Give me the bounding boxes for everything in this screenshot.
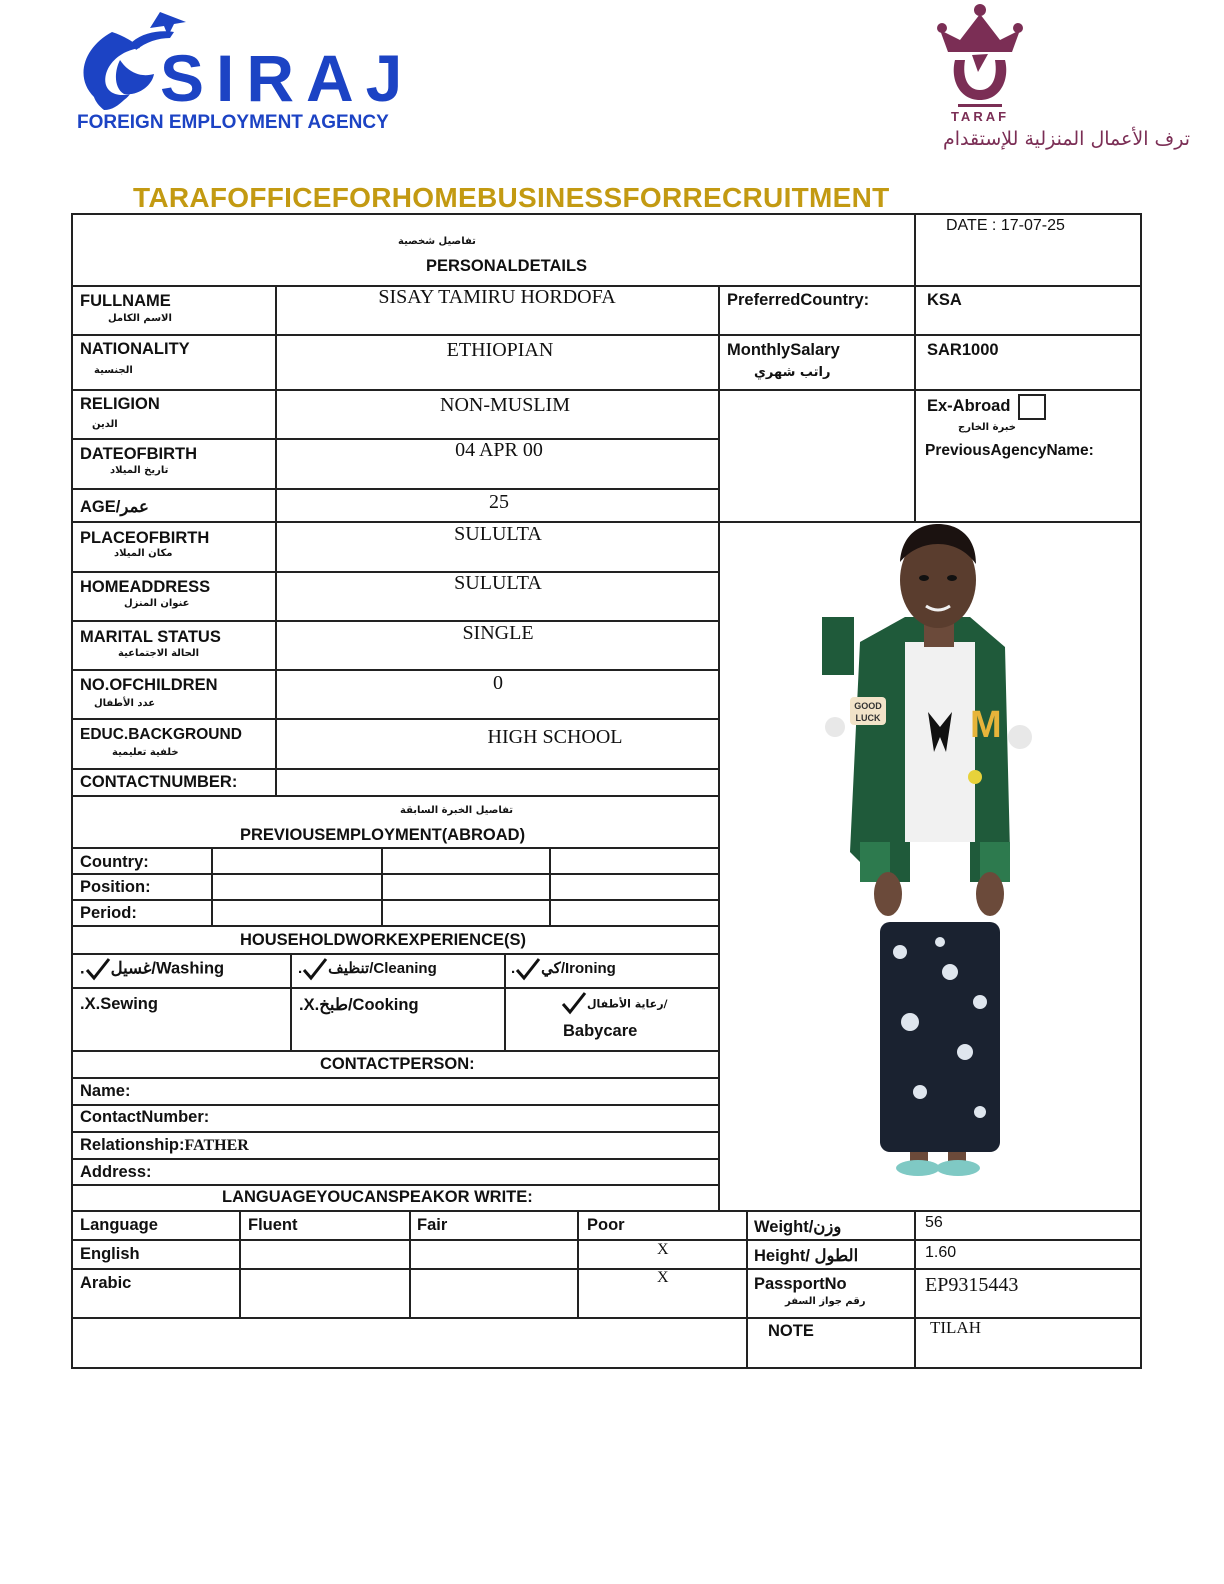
- monthly-salary-label-ar: راتب شهري: [754, 365, 831, 380]
- relationship-item: [80, 1136, 249, 1155]
- children-label-ar: عدد الأطفال: [94, 698, 156, 709]
- babycare-item: [561, 991, 668, 1015]
- monthly-salary-label: MonthlySalary: [727, 341, 840, 359]
- children-label: NO.OFCHILDREN: [80, 676, 218, 694]
- siraj-name: SIRAJ: [160, 41, 414, 115]
- education-value[interactable]: HIGH SCHOOL: [487, 726, 623, 748]
- education-label: EDUC.BACKGROUND: [80, 726, 242, 743]
- marital-status-label-ar: الحالة الاجتماعية: [118, 648, 200, 659]
- languages-title: LANGUAGEYOUCANSPEAKOR WRITE:: [222, 1188, 533, 1206]
- office-title: TARAFOFFICEFORHOMEBUSINESSFORRECRUITMENT: [133, 182, 890, 213]
- badge-good: GOOD: [854, 701, 882, 711]
- dob-label: DATEOFBIRTH: [80, 445, 198, 463]
- taraf-logo: [830, 0, 1200, 155]
- dob-value[interactable]: 04 APR 00: [455, 439, 543, 461]
- fair-header: Fair: [417, 1216, 448, 1234]
- ironing-label: كي/Ironing: [541, 959, 616, 977]
- babycare-label-ar: رعاية الأطفال/: [587, 997, 668, 1011]
- arabic-poor-mark[interactable]: X: [657, 1269, 669, 1286]
- relationship-label: Relationship:: [80, 1136, 185, 1154]
- taraf-arabic-name: ترف الأعمال المنزلية للإستقدام: [943, 128, 1190, 150]
- ex-abroad-label: Ex-Abroad: [927, 397, 1011, 415]
- checkmark-icon: [302, 957, 328, 981]
- contact-number-label: CONTACTNUMBER:: [80, 773, 238, 791]
- cooking-label: طبخ/Cooking: [319, 996, 419, 1014]
- passport-value[interactable]: EP9315443: [925, 1274, 1019, 1296]
- washing-label: غسيل/Washing: [110, 959, 225, 978]
- prev-employment-country-label: Country:: [80, 853, 149, 871]
- monthly-salary-value[interactable]: SAR1000: [927, 341, 999, 359]
- jacket-letter: M: [970, 704, 1002, 746]
- religion-label-ar: الدين: [92, 419, 118, 430]
- taraf-name: TARAF: [950, 109, 1010, 124]
- poor-header: Poor: [587, 1216, 625, 1234]
- height-label: Height/ الطول: [754, 1247, 859, 1265]
- preferred-country-label: PreferredCountry:: [727, 291, 870, 309]
- fluent-header: Fluent: [248, 1216, 298, 1234]
- note-label: NOTE: [768, 1322, 814, 1340]
- marital-status-label: MARITAL STATUS: [80, 628, 221, 646]
- english-poor-mark[interactable]: X: [657, 1241, 669, 1258]
- contact-address-label: Address:: [80, 1163, 152, 1181]
- cooking-mark: .X.: [299, 996, 320, 1014]
- weight-value[interactable]: 56: [925, 1214, 943, 1231]
- personal-details-title: PERSONALDETAILS: [426, 257, 588, 275]
- passport-label-ar: رقم جواز السفر: [785, 1296, 866, 1307]
- home-address-value[interactable]: SULULTA: [454, 572, 542, 594]
- ex-abroad-checkbox[interactable]: [1018, 394, 1046, 420]
- checkmark-icon: [85, 957, 111, 981]
- pob-label: PLACEOFBIRTH: [80, 529, 210, 547]
- sewing-mark: .X.: [80, 995, 101, 1013]
- home-address-label-ar: عنوان المنزل: [124, 598, 190, 609]
- siraj-emblem-icon: [74, 2, 414, 137]
- age-label: AGE/عمر: [80, 498, 149, 516]
- person-photo-icon: [820, 522, 1040, 1182]
- prev-employment-title: PREVIOUSEMPLOYMENT(ABROAD): [240, 826, 526, 844]
- children-value[interactable]: 0: [493, 672, 503, 694]
- relationship-value[interactable]: FATHER: [184, 1137, 249, 1154]
- contact-phone-label: ContactNumber:: [80, 1108, 210, 1126]
- ironing-dot: .: [511, 959, 516, 977]
- form-date: DATE : 17-07-25: [946, 217, 1065, 234]
- previous-agency-label: PreviousAgencyName:: [925, 442, 1094, 459]
- prev-employment-period-label: Period:: [80, 904, 137, 922]
- siraj-logo: [74, 2, 414, 137]
- weight-label: Weight/وزن: [754, 1218, 842, 1236]
- nationality-label-ar: الجنسية: [94, 365, 133, 376]
- contact-person-title: CONTACTPERSON:: [320, 1055, 475, 1073]
- ironing-item: [511, 957, 616, 981]
- checkmark-icon: [561, 991, 587, 1015]
- religion-label: RELIGION: [80, 395, 160, 413]
- marital-status-value[interactable]: SINGLE: [462, 622, 534, 644]
- babycare-label: Babycare: [563, 1022, 638, 1040]
- prev-employment-title-ar: تفاصيل الخبرة السابقة: [400, 805, 514, 816]
- contact-name-label: Name:: [80, 1082, 131, 1100]
- household-title: HOUSEHOLDWORKEXPERIENCE(S): [240, 931, 527, 949]
- ex-abroad-label-ar: خبرة الخارج: [958, 422, 1017, 433]
- note-value[interactable]: TILAH: [930, 1318, 981, 1337]
- nationality-label: NATIONALITY: [80, 340, 190, 358]
- sewing-label: Sewing: [100, 995, 158, 1013]
- siraj-subtitle: FOREIGN EMPLOYMENT AGENCY: [77, 112, 389, 133]
- religion-value[interactable]: NON-MUSLIM: [440, 394, 570, 416]
- fullname-label-ar: الاسم الكامل: [108, 313, 172, 324]
- checkmark-icon: [515, 957, 541, 981]
- cleaning-dot: .: [298, 959, 303, 977]
- height-value[interactable]: 1.60: [925, 1244, 957, 1261]
- pob-value[interactable]: SULULTA: [454, 523, 542, 545]
- education-label-ar: خلفية تعليمية: [112, 747, 179, 758]
- fullname-value[interactable]: SISAY TAMIRU HORDOFA: [378, 286, 616, 308]
- cleaning-label: تنظيف/Cleaning: [328, 959, 437, 977]
- language-english: English: [80, 1245, 140, 1263]
- nationality-value[interactable]: ETHIOPIAN: [446, 339, 554, 361]
- sewing-item: [80, 995, 158, 1014]
- passport-label: PassportNo: [754, 1275, 847, 1293]
- language-header: Language: [80, 1216, 158, 1234]
- cleaning-item: [298, 957, 437, 981]
- prev-employment-position-label: Position:: [80, 878, 151, 896]
- pob-label-ar: مكان الميلاد: [114, 548, 173, 559]
- fullname-label: FULLNAME: [80, 292, 171, 310]
- crown-icon: [830, 0, 1200, 155]
- candidate-photo: [820, 522, 1040, 1182]
- language-arabic: Arabic: [80, 1274, 132, 1292]
- home-address-label: HOMEADDRESS: [80, 578, 211, 596]
- preferred-country-value[interactable]: KSA: [927, 291, 962, 309]
- washing-item: [80, 957, 224, 981]
- personal-details-title-ar: تفاصيل شخصية: [398, 236, 476, 247]
- age-value[interactable]: 25: [489, 491, 509, 513]
- badge-luck: LUCK: [855, 713, 881, 723]
- washing-dot: .: [80, 959, 85, 978]
- cooking-item: [299, 995, 419, 1015]
- dob-label-ar: تاريخ الميلاد: [110, 465, 169, 476]
